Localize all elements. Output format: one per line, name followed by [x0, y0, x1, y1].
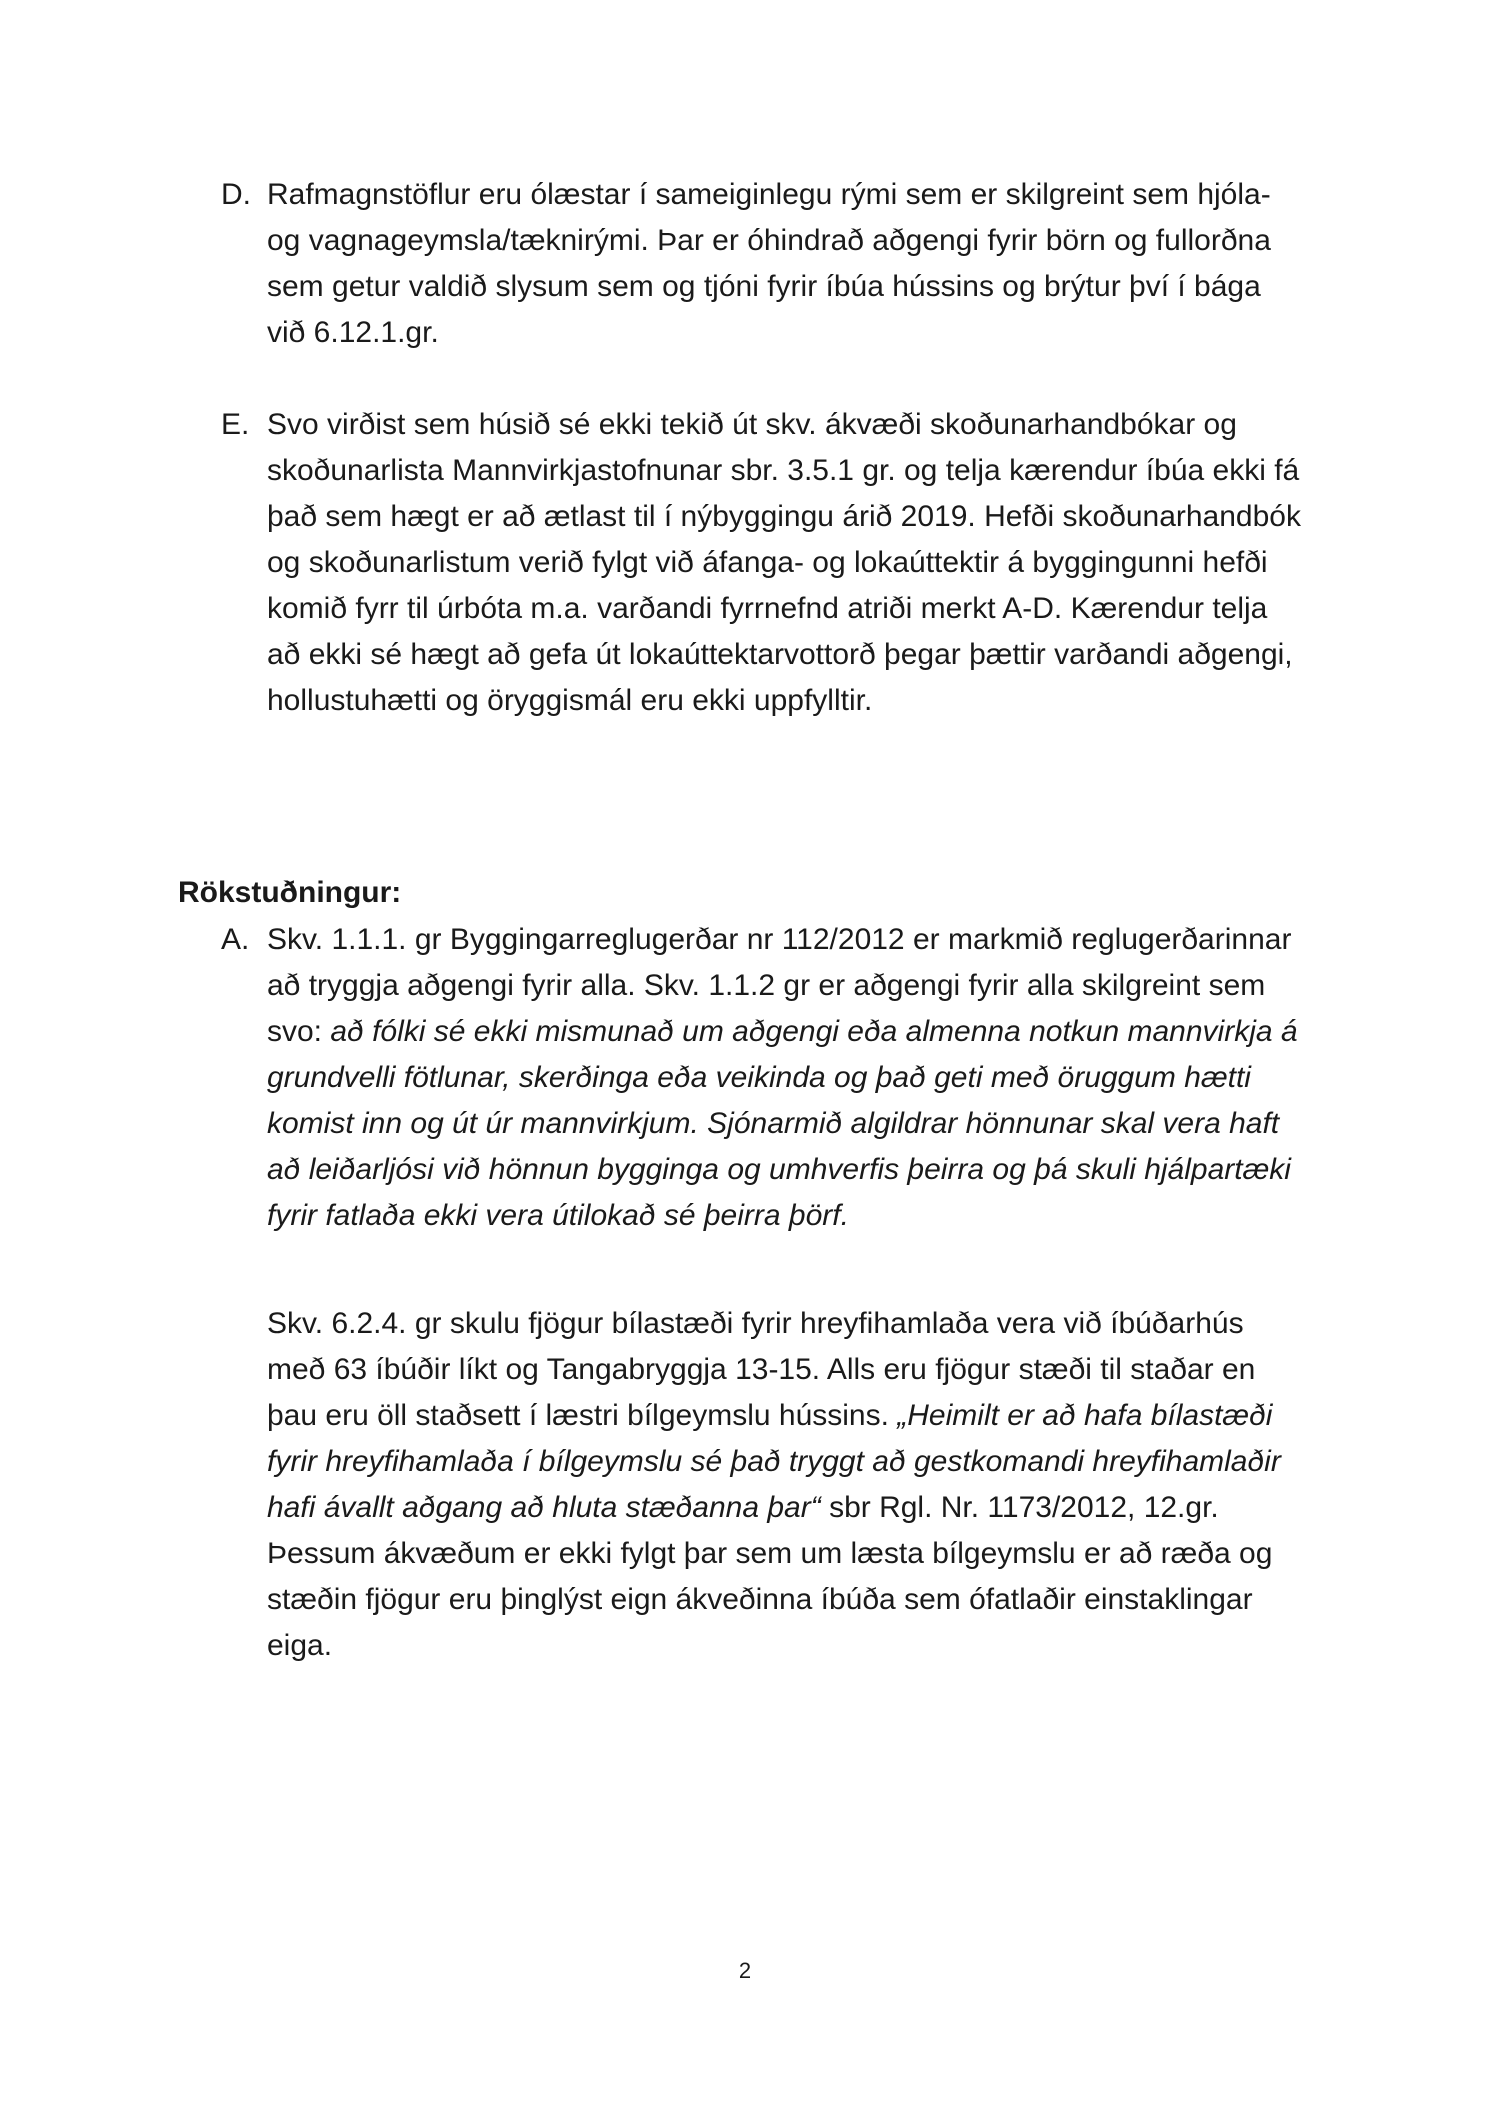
paragraph-parking-text-start: Skv. 6.2.4. gr skulu fjögur bílastæði fyrir hreyfihamlaða vera við íbúðarhús með 63 íbúðir líkt og Tangabryggja 13-15. Alls eru fjögur stæði til staðar en þau eru öll staðsett í læstri bílgeymslu hússins. — [267, 1307, 1256, 1432]
list-item-a-italic-quote: að fólki sé ekki mismunað um aðgengi eða almenna notkun mannvirkja á grundvelli fötlunar, skerðinga eða veikinda og það geti með öruggum hætti komist inn og út úr mannvirkjum. Sjónarmið algildrar hönnunar skal vera haft að leiðarljósi við hönnun bygginga og umhverfis þeirra og þá skuli hjálpartæki fyrir fatlaða ekki vera útilokað sé þeirra þörf. — [267, 1015, 1298, 1232]
paragraph-parking-quote: „Heimilt er að hafa bílastæði fyrir hreyfihamlaða í bílgeymslu sé það tryggt að gestkomandi hreyfihamlaðir hafi ávallt aðgang að hluta stæðanna þar“ — [267, 1399, 1281, 1524]
list-item-e — [221, 402, 1301, 724]
paragraph-parking-text-end: sbr Rgl. Nr. 1173/2012, 12.gr. Þessum ákvæðum er ekki fylgt þar sem um læsta bílgeymslu er að ræða og stæðin fjögur eru þinglýst eign ákveðinna íbúða sem ófatlaðir einstaklingar eiga. — [267, 1491, 1273, 1662]
list-item-a-text — [267, 917, 1301, 1239]
page-number: 2 — [738, 1958, 752, 1983]
list-item-a-plain-text: Skv. 1.1.1. gr Byggingarreglugerðar nr 112/2012 er markmið reglugerðarinnar að tryggja aðgengi fyrir alla. Skv. 1.1.2 gr er aðgengi fyrir alla skilgreint sem svo: — [267, 923, 1292, 1048]
list-item-a — [221, 917, 1301, 1239]
list-marker-e: E. — [221, 408, 250, 441]
list-item-d-text: Rafmagnstöflur eru ólæstar í sameiginlegu rými sem er skilgreint sem hjóla- og vagnageymsla/tæknirými. Þar er óhindrað aðgengi fyrir börn og fullorðna sem getur valdið slysum sem og tjóni fyrir íbúa hússins og brýtur því í bága við 6.12.1.gr. — [267, 178, 1271, 349]
paragraph-parking — [267, 1301, 1301, 1669]
list-marker-d: D. — [221, 178, 251, 211]
list-item-e-text: Svo virðist sem húsið sé ekki tekið út skv. ákvæði skoðunarhandbókar og skoðunarlista Mannvirkjastofnunar sbr. 3.5.1 gr. og telja kærendur íbúa ekki fá það sem hægt er að ætlast til í nýbyggingu árið 2019. Hefði skoðunarhandbók og skoðunarlistum verið fylgt við áfanga- og lokaúttektir á byggingunni hefði komið fyrr til úrbóta m.a. varðandi fyrrnefnd atriði merkt A-D. Kærendur telja að ekki sé hægt að gefa út lokaúttektarvottorð þegar þættir varðandi aðgengi, hollustuhætti og öryggismál eru ekki uppfylltir. — [267, 408, 1301, 717]
section-heading: Rökstuðningur: — [178, 876, 402, 909]
list-marker-a: A. — [221, 923, 250, 956]
list-item-d — [221, 172, 1301, 356]
